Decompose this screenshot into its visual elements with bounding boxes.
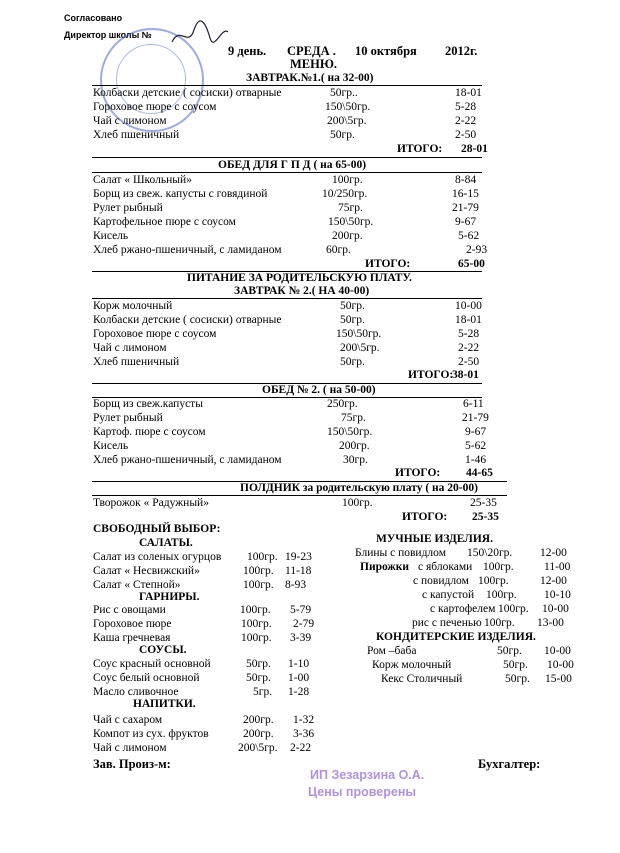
lunch-gpd-title: ОБЕД ДЛЯ Г П Д ( на 65-00) — [218, 159, 367, 171]
sauces-title: СОУСЫ. — [139, 644, 187, 656]
item-portion: 200гр. — [332, 230, 363, 242]
item-portion: 50гр. — [246, 658, 271, 670]
snack-title: ПОЛДНИК за родительскую плату ( на 20-00) — [240, 482, 478, 494]
item-portion: 150\50гр. — [328, 216, 374, 228]
year: 2012г. — [445, 44, 478, 58]
item-portion: 60гр. — [326, 244, 351, 256]
item-portion: 5гр. — [253, 686, 273, 698]
item-name: Гороховое пюре с соусом — [93, 328, 217, 340]
item-name: Хлеб ржано-пшеничный, с ламиданом — [93, 454, 282, 466]
item-price: 2-79 — [293, 618, 315, 630]
item-price: 5-62 — [465, 440, 487, 452]
item-name: Корж молочный — [93, 300, 173, 312]
item-price: 3-39 — [290, 632, 312, 644]
item-name: Компот из сух. фруктов — [93, 728, 209, 740]
total-value: 28-01 — [461, 143, 488, 155]
pirozhki-label: Пирожки — [360, 561, 410, 573]
item-name: Соус белый основной — [93, 672, 200, 684]
item-portion: 50гр. — [340, 356, 365, 368]
breakfast1-title: ЗАВТРАК.№1.( на 32-00) — [246, 72, 374, 84]
item-price: 11-00 — [544, 561, 571, 573]
item-portion: 200\5гр. — [327, 115, 367, 127]
approved-label: Согласовано — [64, 13, 123, 23]
item-name: с яблоками — [418, 561, 473, 573]
item-portion: 75гр. — [341, 412, 366, 424]
item-portion: 10/250гр. — [322, 188, 368, 200]
item-name: с картофелем — [430, 603, 496, 615]
item-price: 8-84 — [455, 174, 477, 186]
divider — [92, 157, 482, 158]
total-value: 25-35 — [472, 511, 499, 523]
item-price: 1-28 — [288, 686, 310, 698]
total-value: 44-65 — [466, 467, 493, 479]
item-name: Борщ из свеж.капусты — [93, 398, 203, 410]
item-price: 16-15 — [452, 188, 479, 200]
total-label: ИТОГО: — [402, 511, 448, 523]
item-name: Салат из соленых огурцов — [93, 551, 222, 563]
divider — [92, 495, 507, 496]
item-price: 2-93 — [466, 244, 488, 256]
item-price: 5-28 — [458, 328, 480, 340]
item-price: 10-10 — [544, 589, 571, 601]
item-portion: 100гр. — [484, 617, 515, 629]
item-portion: 150\20гр. — [467, 547, 513, 559]
item-price: 5-28 — [455, 101, 477, 113]
item-price: 15-00 — [545, 673, 572, 685]
item-name: с капустой — [422, 589, 475, 601]
item-name: Чай с сахаром — [93, 714, 163, 726]
item-price: 1-00 — [288, 672, 310, 684]
item-portion: 200гр. — [243, 728, 274, 740]
total-label: ИТОГО: — [408, 369, 454, 381]
item-price: 5-62 — [458, 230, 480, 242]
item-price: 9-67 — [455, 216, 477, 228]
item-portion: 30гр. — [343, 454, 368, 466]
item-name: с повидлом — [413, 575, 469, 587]
item-name: Каша гречневая — [93, 632, 171, 644]
item-portion: 100гр. — [498, 603, 529, 615]
total-label: ИТОГО: — [395, 467, 441, 479]
item-portion: 100гр. — [342, 497, 373, 509]
garnish-title: ГАРНИРЫ. — [139, 591, 200, 603]
total-label: ИТОГО: — [365, 258, 411, 270]
day-number: 9 день. — [228, 44, 267, 58]
item-name: Кисель — [93, 440, 129, 452]
item-price: 2-50 — [455, 129, 477, 141]
item-portion: 150\50гр. — [336, 328, 382, 340]
item-portion: 200\5гр. — [340, 342, 380, 354]
item-price: 6-11 — [463, 398, 484, 410]
item-name: Салат « Степной» — [93, 579, 181, 591]
item-price: 9-67 — [465, 426, 487, 438]
parent-paid-title: ПИТАНИЕ ЗА РОДИТЕЛЬСКУЮ ПЛАТУ. — [187, 272, 412, 284]
item-price: 2-22 — [290, 742, 312, 754]
item-price: 8-93 — [285, 579, 307, 591]
item-name: Гороховое пюре — [93, 618, 172, 630]
stamp-owner: ИП Зезарзина О.А. — [310, 768, 425, 782]
item-name: Масло сливочное — [93, 686, 179, 698]
item-price: 12-00 — [540, 575, 567, 587]
divider — [92, 85, 482, 86]
item-portion: 200гр. — [339, 440, 370, 452]
item-portion: 100гр. — [243, 565, 274, 577]
item-portion: 50гр. — [503, 659, 528, 671]
item-portion: 100гр. — [247, 551, 278, 563]
confectionery-title: КОНДИТЕРСКИЕ ИЗДЕЛИЯ. — [376, 631, 536, 643]
total-label: ИТОГО: — [397, 143, 443, 155]
item-portion: 50гр. — [505, 673, 530, 685]
item-name: Салат « Несвижский» — [93, 565, 200, 577]
item-portion: 75гр. — [338, 202, 363, 214]
item-name: Колбаски детские ( сосиски) отварные — [93, 87, 282, 99]
item-name: Ром –баба — [367, 645, 417, 657]
item-price: 25-35 — [470, 497, 497, 509]
item-name: Хлеб ржано-пшеничный, с ламиданом — [93, 244, 282, 256]
weekday: СРЕДА . — [287, 44, 336, 58]
item-portion: 100гр. — [486, 589, 517, 601]
salads-title: САЛАТЫ. — [139, 537, 193, 549]
item-price: 18-01 — [455, 314, 482, 326]
item-price: 1-46 — [465, 454, 487, 466]
free-choice-title: СВОБОДНЫЙ ВЫБОР: — [93, 523, 221, 535]
item-portion: 200\5гр. — [238, 742, 278, 754]
item-name: Рулет рыбный — [93, 202, 163, 214]
item-name: Творожок « Радужный» — [93, 497, 209, 509]
item-name: Хлеб пшеничный — [93, 356, 180, 368]
item-name: Блины с повидлом — [355, 547, 446, 559]
lunch2-title: ОБЕД № 2. ( на 50-00) — [262, 384, 376, 396]
item-price: 1-10 — [288, 658, 310, 670]
item-price: 10-00 — [544, 645, 571, 657]
item-portion: 100гр. — [243, 579, 274, 591]
item-portion: 100гр. — [483, 561, 514, 573]
item-price: 19-23 — [285, 551, 312, 563]
item-portion: 50гр. — [340, 314, 365, 326]
item-portion: 50гр. — [497, 645, 522, 657]
item-price: 2-22 — [458, 342, 480, 354]
item-name: Рис с овощами — [93, 604, 166, 616]
item-name: Корж молочный — [372, 659, 452, 671]
item-name: Соус красный основной — [93, 658, 211, 670]
item-portion: 100гр. — [241, 632, 272, 644]
item-name: Колбаски детские ( сосиски) отварные — [93, 314, 282, 326]
item-price: 10-00 — [455, 300, 482, 312]
item-portion: 50гр.. — [330, 87, 358, 99]
divider — [92, 172, 482, 173]
total-value: 65-00 — [458, 258, 485, 270]
item-name: Кисель — [93, 230, 129, 242]
item-name: Чай с лимоном — [93, 115, 167, 127]
signature-icon — [170, 20, 230, 50]
item-price: 21-79 — [452, 202, 479, 214]
item-name: Салат « Школьный» — [93, 174, 192, 186]
divider — [92, 298, 482, 299]
item-name: Чай с лимоном — [93, 342, 167, 354]
item-portion: 50гр. — [340, 300, 365, 312]
item-price: 3-36 — [293, 728, 315, 740]
item-price: 21-79 — [462, 412, 489, 424]
item-portion: 100гр. — [478, 575, 509, 587]
item-name: Рулет рыбный — [93, 412, 163, 424]
item-price: 5-79 — [290, 604, 312, 616]
director-label: Директор школы № — [64, 30, 152, 40]
item-name: Гороховое пюре с соусом — [93, 101, 217, 113]
item-name: Борщ из свеж. капусты с говядиной — [93, 188, 268, 200]
item-portion: 100гр. — [240, 604, 271, 616]
item-name: Чай с лимоном — [93, 742, 167, 754]
total-value: 38-01 — [452, 369, 479, 381]
item-portion: 250гр. — [327, 398, 358, 410]
item-name: рис с печенью — [412, 617, 482, 629]
item-price: 18-01 — [455, 87, 482, 99]
item-portion: 100гр. — [332, 174, 363, 186]
item-name: Картофельное пюре с соусом — [93, 216, 236, 228]
item-price: 1-32 — [293, 714, 315, 726]
item-price: 10-00 — [547, 659, 574, 671]
drinks-title: НАПИТКИ. — [133, 698, 196, 710]
item-portion: 150\50гр. — [325, 101, 371, 113]
item-price: 2-50 — [458, 356, 480, 368]
item-portion: 100гр. — [241, 618, 272, 630]
item-name: Кекс Столичный — [381, 673, 463, 685]
item-portion: 50гр. — [246, 672, 271, 684]
item-price: 12-00 — [540, 547, 567, 559]
breakfast2-title: ЗАВТРАК № 2.( НА 40-00) — [234, 285, 370, 297]
item-price: 11-18 — [285, 565, 312, 577]
production-chief-label: Зав. Произ-м: — [93, 757, 171, 771]
date: 10 октября — [355, 44, 417, 58]
item-name: Хлеб пшеничный — [93, 129, 180, 141]
item-portion: 150\50гр. — [327, 426, 373, 438]
item-price: 2-22 — [455, 115, 477, 127]
menu-title: МЕНЮ. — [290, 57, 338, 71]
item-portion: 200гр. — [243, 714, 274, 726]
item-portion: 50гр. — [330, 129, 355, 141]
stamp-prices-checked: Цены проверены — [308, 785, 417, 799]
item-name: Картоф. пюре с соусом — [93, 426, 206, 438]
flour-title: МУЧНЫЕ ИЗДЕЛИЯ. — [376, 533, 493, 545]
item-price: 10-00 — [542, 603, 569, 615]
accountant-label: Бухгалтер: — [478, 757, 541, 771]
item-price: 13-00 — [537, 617, 564, 629]
